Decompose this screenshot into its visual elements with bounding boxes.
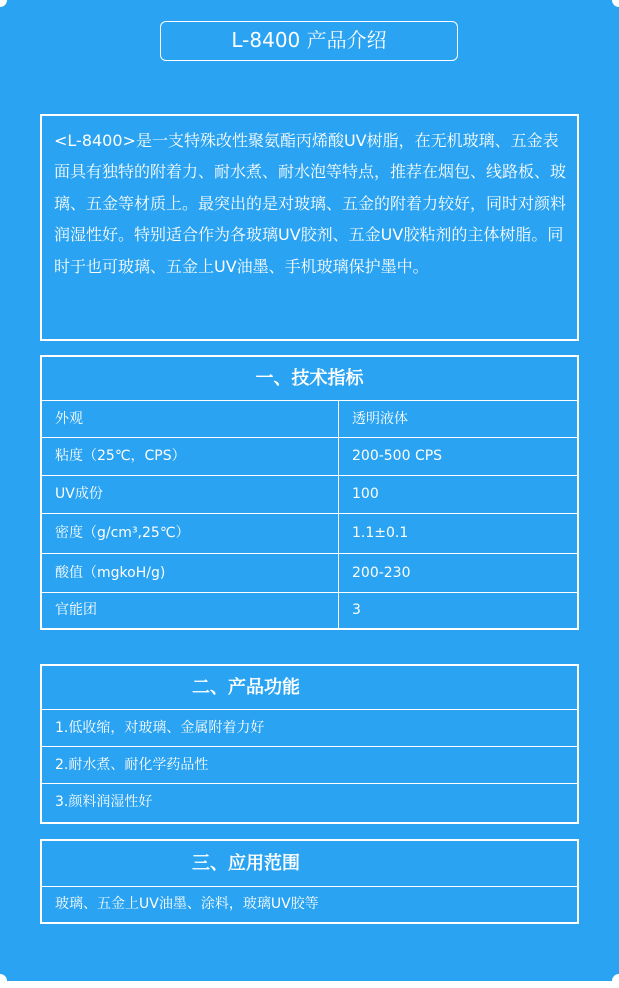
list-item: 2.耐水煮、耐化学药品性 [42,747,577,784]
spec-value: 100 [352,486,379,502]
corner-dot [612,974,619,988]
corner-dot [612,0,619,7]
corner-dot [0,0,7,7]
list-item: 玻璃、五金上UV油墨、涂料，玻璃UV胶等 [55,896,319,912]
table-row [42,514,577,554]
spec-value: 1.1±0.1 [352,525,409,541]
spec-key: 官能团 [42,593,339,628]
functions-heading: 二、产品功能 [42,666,577,710]
functions-section [40,664,579,824]
list-item: 3.颜料润湿性好 [55,794,153,810]
spec-value: 透明液体 [352,411,408,427]
table-row [42,476,577,514]
spec-value: 200-500 CPS [352,448,443,464]
spec-key: 密度（g/cm³,25℃） [42,514,339,553]
spec-value: 200-230 [352,565,411,581]
table-row [42,593,577,628]
spec-key: 外观 [42,401,339,437]
product-intro: <L-8400>是一支特殊改性聚氨酯丙烯酸UV树脂，在无机玻璃、五金表面具有独特的附着力、耐水煮、耐水泡等特点，推荐在烟包、线路板、玻璃、五金等材质上。最突出的是对玻璃、五金的附着力较好，同时对颜料润湿性好。特别适合作为各玻璃UV胶剂、五金UV胶粘剂的主体树脂。同时于也可玻璃、五金上UV油墨、手机玻璃保护墨中。 [40,114,579,341]
page-title: L-8400 产品介绍 [160,21,458,61]
specs-heading: 一、技术指标 [42,357,577,401]
spec-value: 3 [352,602,361,618]
specs-section [40,355,579,630]
corner-dot [0,974,7,988]
spec-key: 粘度（25℃，CPS） [42,438,339,475]
table-row [42,401,577,438]
table-row [42,438,577,476]
list-item: 1.低收缩，对玻璃、金属附着力好 [42,710,577,747]
applications-section [40,839,579,924]
spec-key: UV成份 [42,476,339,513]
table-row [42,554,577,593]
spec-key: 酸值（mgkoH/g) [42,554,339,592]
applications-heading: 三、应用范围 [42,841,577,887]
